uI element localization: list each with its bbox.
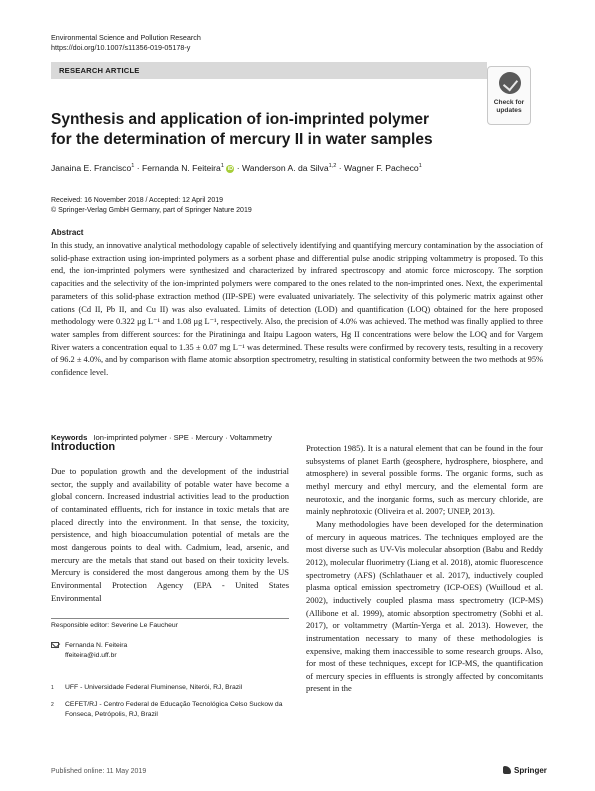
- author-name[interactable]: Wanderson A. da Silva: [241, 163, 329, 173]
- article-dates: [51, 196, 252, 216]
- author-affiliation: 1,2: [328, 163, 337, 170]
- badge-line1: Check for: [493, 99, 525, 106]
- checkmark-icon: [499, 72, 521, 94]
- introduction-heading: Introduction: [51, 441, 116, 453]
- check-for-updates-badge[interactable]: [487, 66, 531, 125]
- author-name[interactable]: Janaina E. Francisco: [51, 163, 132, 173]
- publisher-name: Springer: [514, 766, 547, 775]
- corresponding-email[interactable]: ffeiteira@id.uff.br: [65, 652, 117, 659]
- journal-name: Environmental Science and Pollution Research: [51, 33, 201, 42]
- body-column-right: [306, 442, 543, 695]
- title-line1: Synthesis and application of ion-imprinted polymer: [51, 111, 430, 128]
- springer-horse-icon: [503, 766, 511, 774]
- author-name[interactable]: Wagner F. Pacheco: [344, 163, 419, 173]
- affiliation-text: UFF - Universidade Federal Fluminense, Niterói, RJ, Brazil: [65, 684, 243, 691]
- journal-doi[interactable]: https://doi.org/10.1007/s11356-019-05178-y: [51, 43, 191, 52]
- responsible-editor: Responsible editor: Severine Le Faucheur: [51, 622, 178, 629]
- abstract-heading: Abstract: [51, 228, 84, 237]
- author-affiliation: 1: [131, 163, 135, 170]
- envelope-icon: [51, 642, 59, 648]
- intro-paragraph: Due to population growth and the development of the industrial sector, the supply and availability of potable water have become a global concern. Increased industrial activities lead to the production of contaminated effluents, rich for instance in toxic metals that are placed directly into the environment. In that sense, the toxicity, persistence, and high bioaccumulation potential of metals are the most dangerous points to deal with. Cadmium, lead, arsenic, and mercury are the metals that stand out based on their toxicity levels. Mercury is considered the most dangerous among them by the US Environmental Protection Agency (EPA - United States Environmental: [51, 466, 289, 603]
- intro-paragraph: Protection 1985). It is a natural element that can be found in the four subsystems of planet Earth (geosphere, hydrosphere, biosphere, and atmosphere) in several possible forms. The organic forms, such as methyl mercury and ethyl mercury, and the elemental form are neurotoxic, and the inorganic forms, such as mercury chloride, are mainly nephrotoxic (Oliveira et al. 2007; UNEP, 2013).: [306, 443, 543, 517]
- title-line2: for the determination of mercury II in water samples: [51, 131, 433, 148]
- publisher-logo: [503, 766, 547, 775]
- badge-line2: updates: [496, 107, 522, 114]
- abstract-text: In this study, an innovative analytical methodology capable of selectively identifying and quantifying mercury contamination by the association of solid-phase extraction using ion-imprinted polymers as a sorbent phase and differential pulse anodic stripping voltammetry is proposed. To this end, the ion-imprinted polymers were synthesized and characterized by infrared spectroscopy and atomic force microscopy. The sorption capacities and the selectivity of the ion-imprinted polymers were compared to the ones related to the non-imprinted ones. Next, the experimental parameters of this solid-phase extraction method (IIP-SPE) were evaluated univariately. The selectivity of this polymeric matrix against other cations (Cd II, Pb II, and Cu II) was also evaluated. Limits of detection (LOD) and quantification (LOQ) obtained for the here proposed methodology were 0.322 μg L⁻¹ and 1.08 μg L⁻¹, respectively. Also, the precision of 4.0% was achieved. The method was finally applied to three water samples from different sources: for the Piratininga and Itaipu Lagoon waters, Hg II concentrations were below the LOQ and for Vargem River waters a concentration equal to 1.35 ± 0.07 mg L⁻¹ was determined. These results were confirmed by recovery tests, resulting in a recovery of 96.2 ± 4.0%, and by comparison with flame atomic absorption spectrometry, resulting in statistical conformity between the two methods at 95% confidence level.: [51, 241, 543, 378]
- affiliation-text: CEFET/RJ - Centro Federal de Educação Tecnológica Celso Suckow da Fonseca, Petrópolis, RJ, Brazil: [65, 701, 283, 718]
- article-type-banner: [51, 62, 487, 79]
- journal-header: [51, 33, 201, 53]
- article-type-label: RESEARCH ARTICLE: [59, 66, 140, 75]
- received-accepted: Received: 16 November 2018 / Accepted: 12 April 2019: [51, 197, 223, 204]
- keywords-label: Keywords: [51, 433, 88, 442]
- author-affiliation: 1: [418, 163, 422, 170]
- body-column-left: [51, 465, 289, 604]
- footnote-divider: [51, 618, 289, 619]
- keywords-list: Ion-imprinted polymer · SPE · Mercury · Voltammetry: [93, 433, 272, 442]
- affiliation-number: 2: [51, 702, 54, 708]
- author-affiliation: 1: [220, 163, 224, 170]
- published-online: Published online: 11 May 2019: [51, 768, 147, 775]
- author-list: Janaina E. Francisco$^1$ · Fernanda N. Feiteira$^1$ iD · Wanderson A. da Silva$^{1,2}$ · Wagner F. Pacheco$^1$: [51, 163, 422, 173]
- intro-paragraph: Many methodologies have been developed for the determination of mercury in aqueous matrices. The techniques employed are the most diverse such as UV-Vis molecular absorption (Babu and Reddy 2012), molecular fluorimetry (Liang et al. 2018), atomic fluorescence spectrometry (AFS) (Schlathauer et al. 2017), inductively coupled plasma optical emission spectrometry (ICP-OES) (Wuilloud et al. 2002), inductively coupled plasma mass spectrometry (ICP-MS) (Allibone et al. 1999), atomic absorption spectrometry (Sobhi et al. 2017), or voltammetry (Martín-Yerga et al. 2013). However, the instrumentation necessary to many of these methodologies is expensive, making them inaccessible to some research groups. Also, for most of these techniques, except for ICP-MS, the quantification of mercury species in effluents is strongly affected by concomitants present in the: [306, 518, 543, 694]
- affiliation-number: 1: [51, 685, 54, 691]
- article-title: [51, 110, 471, 150]
- copyright: © Springer-Verlag GmbH Germany, part of Springer Nature 2019: [51, 207, 252, 214]
- author-name[interactable]: Fernanda N. Feiteira: [142, 163, 221, 173]
- corresponding-name: Fernanda N. Feiteira: [65, 642, 128, 649]
- orcid-icon[interactable]: iD: [227, 165, 234, 172]
